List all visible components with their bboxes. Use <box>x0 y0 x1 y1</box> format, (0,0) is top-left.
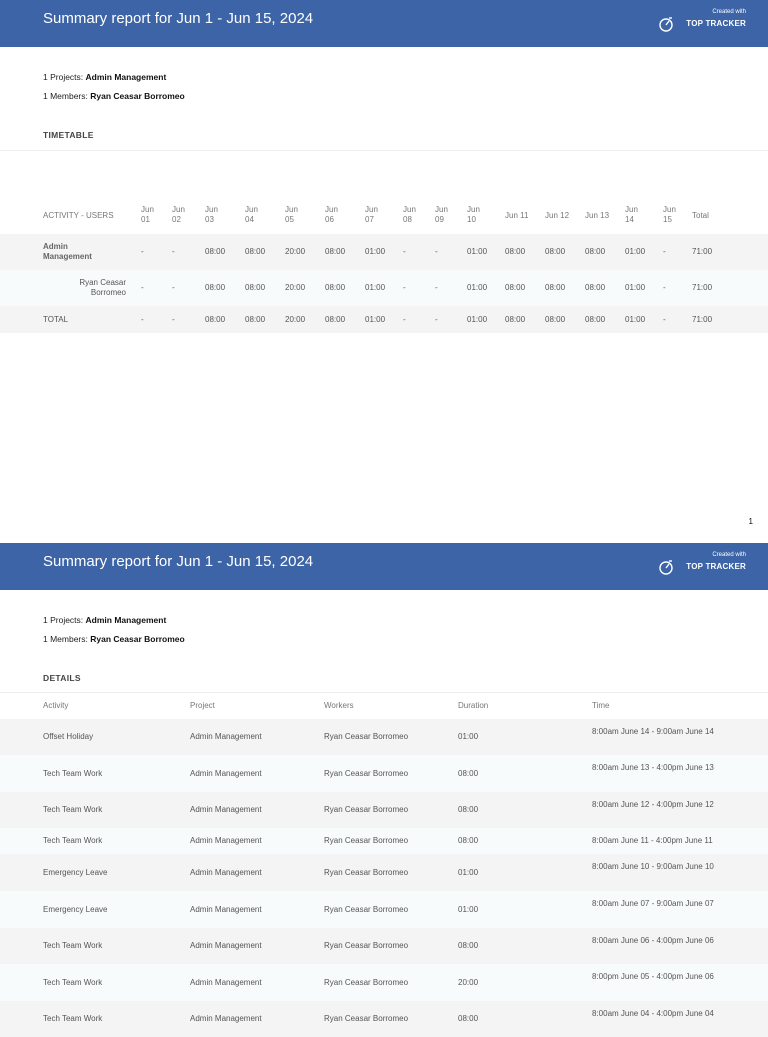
column-header: Jun 14 <box>625 205 638 224</box>
column-header: Jun 02 <box>172 205 185 224</box>
cell: - <box>435 247 438 256</box>
activity-cell: Emergency Leave <box>43 905 108 914</box>
table-row <box>0 828 768 854</box>
cell: 08:00 <box>505 315 526 324</box>
cell: - <box>141 315 144 324</box>
cell: 01:00 <box>467 283 488 292</box>
column-header: Project <box>190 701 215 710</box>
column-header: Jun 04 <box>245 205 258 224</box>
duration-cell: 01:00 <box>458 868 479 877</box>
row-label: TOTAL <box>43 315 69 324</box>
duration-cell: 08:00 <box>458 805 479 814</box>
worker-cell: Ryan Ceasar Borromeo <box>324 769 409 778</box>
time-cell: 8:00am June 07 - 9:00am June 07 <box>592 899 714 908</box>
row-label: Admin Management <box>43 242 92 261</box>
column-header: Activity <box>43 701 69 710</box>
project-cell: Admin Management <box>190 732 262 741</box>
table-row <box>0 1001 768 1037</box>
cell: 01:00 <box>365 283 386 292</box>
cell: 08:00 <box>545 247 566 256</box>
project-cell: Admin Management <box>190 978 262 987</box>
table-row <box>0 928 768 964</box>
projects-label: 1 Projects: <box>43 72 84 82</box>
cell: 20:00 <box>285 247 306 256</box>
activity-cell: Tech Team Work <box>43 1014 103 1023</box>
project-cell: Admin Management <box>190 805 262 814</box>
report-title: Summary report for Jun 1 - Jun 15, 2024 <box>43 10 314 27</box>
timetable-header-row <box>0 199 768 235</box>
cell: 08:00 <box>545 283 566 292</box>
members-line <box>43 634 185 644</box>
cell: 08:00 <box>545 315 566 324</box>
activity-cell: Tech Team Work <box>43 941 103 950</box>
cell: 71:00 <box>692 247 713 256</box>
time-cell: 8:00am June 14 - 9:00am June 14 <box>592 727 714 736</box>
column-header: Jun 01 <box>141 205 154 224</box>
cell: - <box>172 247 175 256</box>
created-with-label: Created with <box>712 9 746 15</box>
table-row <box>0 964 768 1001</box>
members-label: 1 Members: <box>43 634 88 644</box>
cell: 08:00 <box>585 247 606 256</box>
duration-cell: 08:00 <box>458 1014 479 1023</box>
cell: 01:00 <box>625 315 646 324</box>
column-header: Jun 06 <box>325 205 338 224</box>
cell: 08:00 <box>585 315 606 324</box>
time-cell: 8:00am June 04 - 4:00pm June 04 <box>592 1009 714 1018</box>
activity-cell: Tech Team Work <box>43 978 103 987</box>
cell: 08:00 <box>245 315 266 324</box>
column-header: Workers <box>324 701 354 710</box>
projects-label: 1 Projects: <box>43 615 84 625</box>
worker-cell: Ryan Ceasar Borromeo <box>324 905 409 914</box>
project-cell: Admin Management <box>190 769 262 778</box>
column-header: Jun 09 <box>435 205 448 224</box>
cell: 08:00 <box>325 247 346 256</box>
projects-line <box>43 72 166 82</box>
column-header: Jun 05 <box>285 205 298 224</box>
activity-cell: Emergency Leave <box>43 868 108 877</box>
column-header: ACTIVITY - USERS <box>43 211 114 220</box>
column-header: Jun 11 <box>505 211 529 220</box>
timetable-row-project <box>0 234 768 270</box>
created-with-label: Created with <box>712 552 746 558</box>
timetable-title: TIMETABLE <box>43 130 94 140</box>
cell: 20:00 <box>285 283 306 292</box>
cell: 01:00 <box>625 247 646 256</box>
time-cell: 8:00am June 06 - 4:00pm June 06 <box>592 936 714 945</box>
cell: 71:00 <box>692 283 713 292</box>
stopwatch-icon <box>658 559 674 575</box>
worker-cell: Ryan Ceasar Borromeo <box>324 836 409 845</box>
project-cell: Admin Management <box>190 941 262 950</box>
cell: 08:00 <box>205 247 226 256</box>
activity-cell: Tech Team Work <box>43 769 103 778</box>
cell: 08:00 <box>505 283 526 292</box>
project-cell: Admin Management <box>190 905 262 914</box>
time-cell: 8:00am June 12 - 4:00pm June 12 <box>592 800 714 809</box>
cell: - <box>141 283 144 292</box>
column-header: Jun 10 <box>467 205 480 224</box>
worker-cell: Ryan Ceasar Borromeo <box>324 978 409 987</box>
cell: 08:00 <box>505 247 526 256</box>
table-row <box>0 792 768 828</box>
time-cell: 8:00pm June 05 - 4:00pm June 06 <box>592 972 714 981</box>
cell: 08:00 <box>205 315 226 324</box>
report-header <box>0 0 768 47</box>
row-label: Ryan Ceasar Borromeo <box>79 278 126 297</box>
column-header: Jun 07 <box>365 205 378 224</box>
timetable-row-total <box>0 306 768 333</box>
cell: 71:00 <box>692 315 713 324</box>
column-header: Duration <box>458 701 489 710</box>
duration-cell: 01:00 <box>458 905 479 914</box>
details-header-row <box>0 693 768 719</box>
cell: - <box>663 283 666 292</box>
divider <box>0 150 768 151</box>
cell: 08:00 <box>585 283 606 292</box>
brand-name: TOP TRACKER <box>686 562 746 571</box>
column-header: Jun 12 <box>545 211 570 220</box>
column-header: Time <box>592 701 610 710</box>
cell: - <box>435 283 438 292</box>
brand-name: TOP TRACKER <box>686 19 746 28</box>
column-header: Jun 13 <box>585 211 610 220</box>
cell: 01:00 <box>625 283 646 292</box>
activity-cell: Tech Team Work <box>43 836 103 845</box>
report-title: Summary report for Jun 1 - Jun 15, 2024 <box>43 553 314 570</box>
projects-value: Admin Management <box>85 615 167 625</box>
duration-cell: 08:00 <box>458 769 479 778</box>
project-cell: Admin Management <box>190 1014 262 1023</box>
project-cell: Admin Management <box>190 868 262 877</box>
table-row <box>0 755 768 792</box>
report-page-2 <box>0 543 768 1024</box>
details-title: DETAILS <box>43 673 81 683</box>
timetable-row-user <box>0 270 768 306</box>
projects-line <box>43 615 166 625</box>
worker-cell: Ryan Ceasar Borromeo <box>324 732 409 741</box>
duration-cell: 08:00 <box>458 836 479 845</box>
duration-cell: 20:00 <box>458 978 479 987</box>
column-header: Jun 08 <box>403 205 416 224</box>
cell: 01:00 <box>467 315 488 324</box>
table-row <box>0 719 768 755</box>
cell: - <box>403 247 406 256</box>
activity-cell: Offset Holiday <box>43 732 94 741</box>
cell: 01:00 <box>365 247 386 256</box>
cell: - <box>663 247 666 256</box>
worker-cell: Ryan Ceasar Borromeo <box>324 868 409 877</box>
duration-cell: 08:00 <box>458 941 479 950</box>
column-header: Total <box>692 211 709 220</box>
members-label: 1 Members: <box>43 91 88 101</box>
brand-badge <box>656 552 746 580</box>
cell: 08:00 <box>325 283 346 292</box>
project-cell: Admin Management <box>190 836 262 845</box>
worker-cell: Ryan Ceasar Borromeo <box>324 1014 409 1023</box>
duration-cell: 01:00 <box>458 732 479 741</box>
column-header: Jun 03 <box>205 205 218 224</box>
cell: 08:00 <box>325 315 346 324</box>
projects-value: Admin Management <box>85 72 167 82</box>
cell: - <box>172 315 175 324</box>
time-cell: 8:00am June 10 - 9:00am June 10 <box>592 862 714 871</box>
time-cell: 8:00am June 13 - 4:00pm June 13 <box>592 763 714 772</box>
cell: 01:00 <box>365 315 386 324</box>
cell: - <box>663 315 666 324</box>
brand-badge <box>656 9 746 37</box>
cell: 08:00 <box>245 247 266 256</box>
report-header <box>0 543 768 590</box>
time-cell: 8:00am June 11 - 4:00pm June 11 <box>592 836 713 845</box>
cell: - <box>403 315 406 324</box>
page-number: 1 <box>748 517 753 526</box>
cell: 08:00 <box>205 283 226 292</box>
stopwatch-icon <box>658 16 674 32</box>
worker-cell: Ryan Ceasar Borromeo <box>324 805 409 814</box>
members-value: Ryan Ceasar Borromeo <box>90 634 185 644</box>
activity-cell: Tech Team Work <box>43 805 103 814</box>
members-value: Ryan Ceasar Borromeo <box>90 91 185 101</box>
table-row <box>0 854 768 891</box>
cell: - <box>435 315 438 324</box>
worker-cell: Ryan Ceasar Borromeo <box>324 941 409 950</box>
column-header: Jun 15 <box>663 205 676 224</box>
cell: 08:00 <box>245 283 266 292</box>
table-row <box>0 891 768 928</box>
cell: 20:00 <box>285 315 306 324</box>
cell: - <box>403 283 406 292</box>
members-line <box>43 91 185 101</box>
cell: - <box>141 247 144 256</box>
cell: 01:00 <box>467 247 488 256</box>
cell: - <box>172 283 175 292</box>
